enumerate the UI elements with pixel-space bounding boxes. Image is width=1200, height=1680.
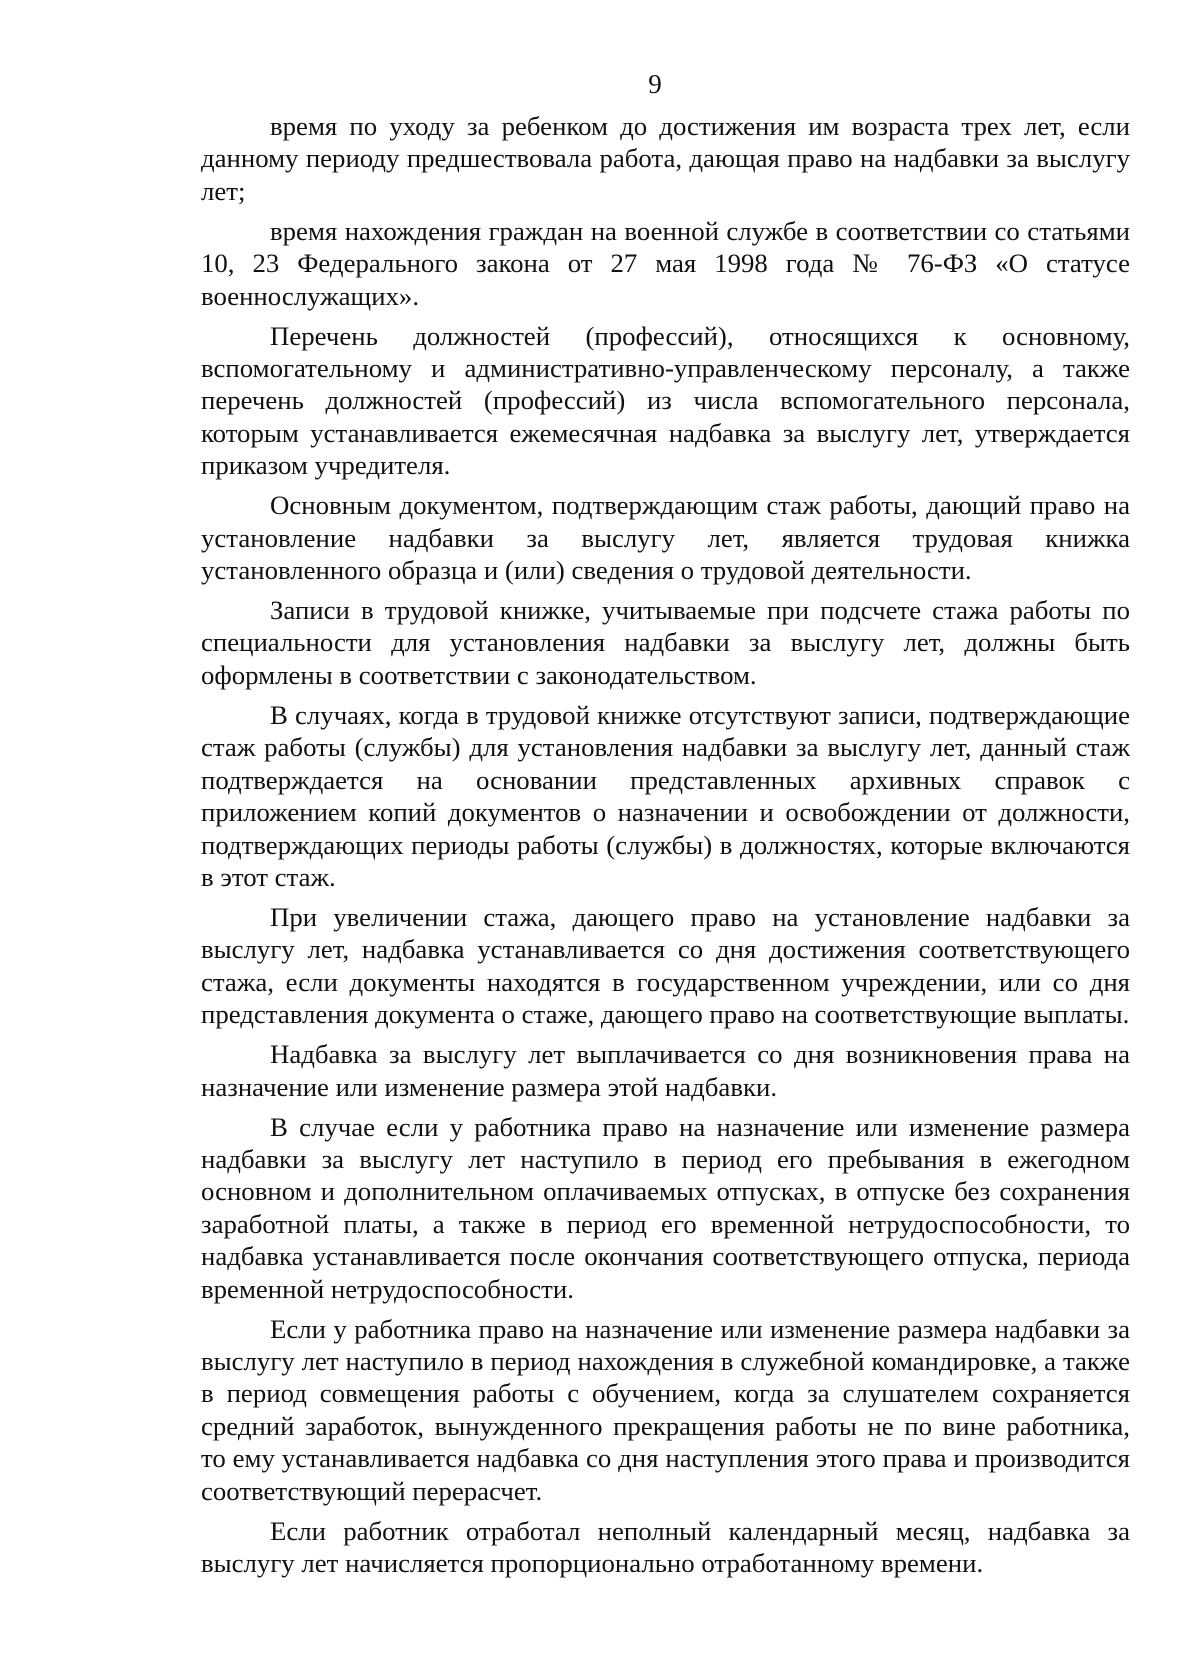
- paragraph-archive-certificates: В случаях, когда в трудовой книжке отсутствуют записи, подтверждающие стаж работы (службы) для установления надбавки за выслугу лет, данный стаж подтверждается на основании представленных архивных справок с приложением копий документов о назначении и освобождении от должности, подтверждающих периоды работы (службы) в должностях, которые включаются в этот стаж.: [201, 699, 1130, 892]
- paragraph-position-list: Перечень должностей (профессий), относящихся к основному, вспомогательному и административно-управленческому персоналу, а также перечень должностей (профессий) из числа вспомогательного персонала, которым устанавливается ежемесячная надбавка за выслугу лет, утверждается приказом учредителя.: [201, 320, 1130, 481]
- paragraph-incomplete-month: Если работник отработал неполный календарный месяц, надбавка за выслугу лет начисляется пропорционально отработанному времени.: [201, 1515, 1130, 1578]
- paragraph-main-document: Основным документом, подтверждающим стаж работы, дающий право на установление надбавки за выслугу лет, является трудовая книжка установленного образца и (или) сведения о трудовой деятельности.: [201, 490, 1130, 586]
- paragraph-vacation-case: В случае если у работника право на назначение или изменение размера надбавки за выслугу лет наступило в период его пребывания в ежегодном основном и дополнительном оплачиваемых отпусках, в отпуске без сохранения заработной платы, а также в период его временной нетрудоспособности, то надбавка устанавливается после окончания соответствующего отпуска, периода временной нетрудоспособности.: [201, 1111, 1130, 1304]
- paragraph-childcare-leave: время по уходу за ребенком до достижения им возраста трех лет, если данному периоду предшествовала работа, дающая право на надбавки за выслугу лет;: [201, 111, 1130, 206]
- paragraph-payment-start: Надбавка за выслугу лет выплачивается со дня возникновения права на назначение или изменение размера этой надбавки.: [201, 1039, 1130, 1102]
- paragraph-business-trip-case: Если у работника право на назначение или изменение размера надбавки за выслугу лет наступило в период нахождения в служебной командировке, а также в период совмещения работы с обучением, когда за слушателем сохраняется средний заработок, вынужденного прекращения работы не по вине работника, то ему устанавливается надбавка со дня наступления этого права и производится соответствующий перерасчет.: [201, 1313, 1130, 1506]
- paragraph-military-service: время нахождения граждан на военной службе в соответствии со статьями 10, 23 Федерального закона от 27 мая 1998 года № 76-ФЗ «О статусе военнослужащих».: [201, 215, 1130, 311]
- document-body: [201, 110, 1130, 1587]
- page-number: 9: [648, 69, 662, 99]
- paragraph-seniority-increase: При увеличении стажа, дающего право на установление надбавки за выслугу лет, надбавка устанавливается со дня достижения соответствующего стажа, если документы находятся в государственном учреждении, или со дня представления документа о стаже, дающего право на соответствующие выплаты.: [201, 901, 1130, 1030]
- paragraph-workbook-records: Записи в трудовой книжке, учитываемые при подсчете стажа работы по специальности для установления надбавки за выслугу лет, должны быть оформлены в соответствии с законодательством.: [201, 595, 1130, 690]
